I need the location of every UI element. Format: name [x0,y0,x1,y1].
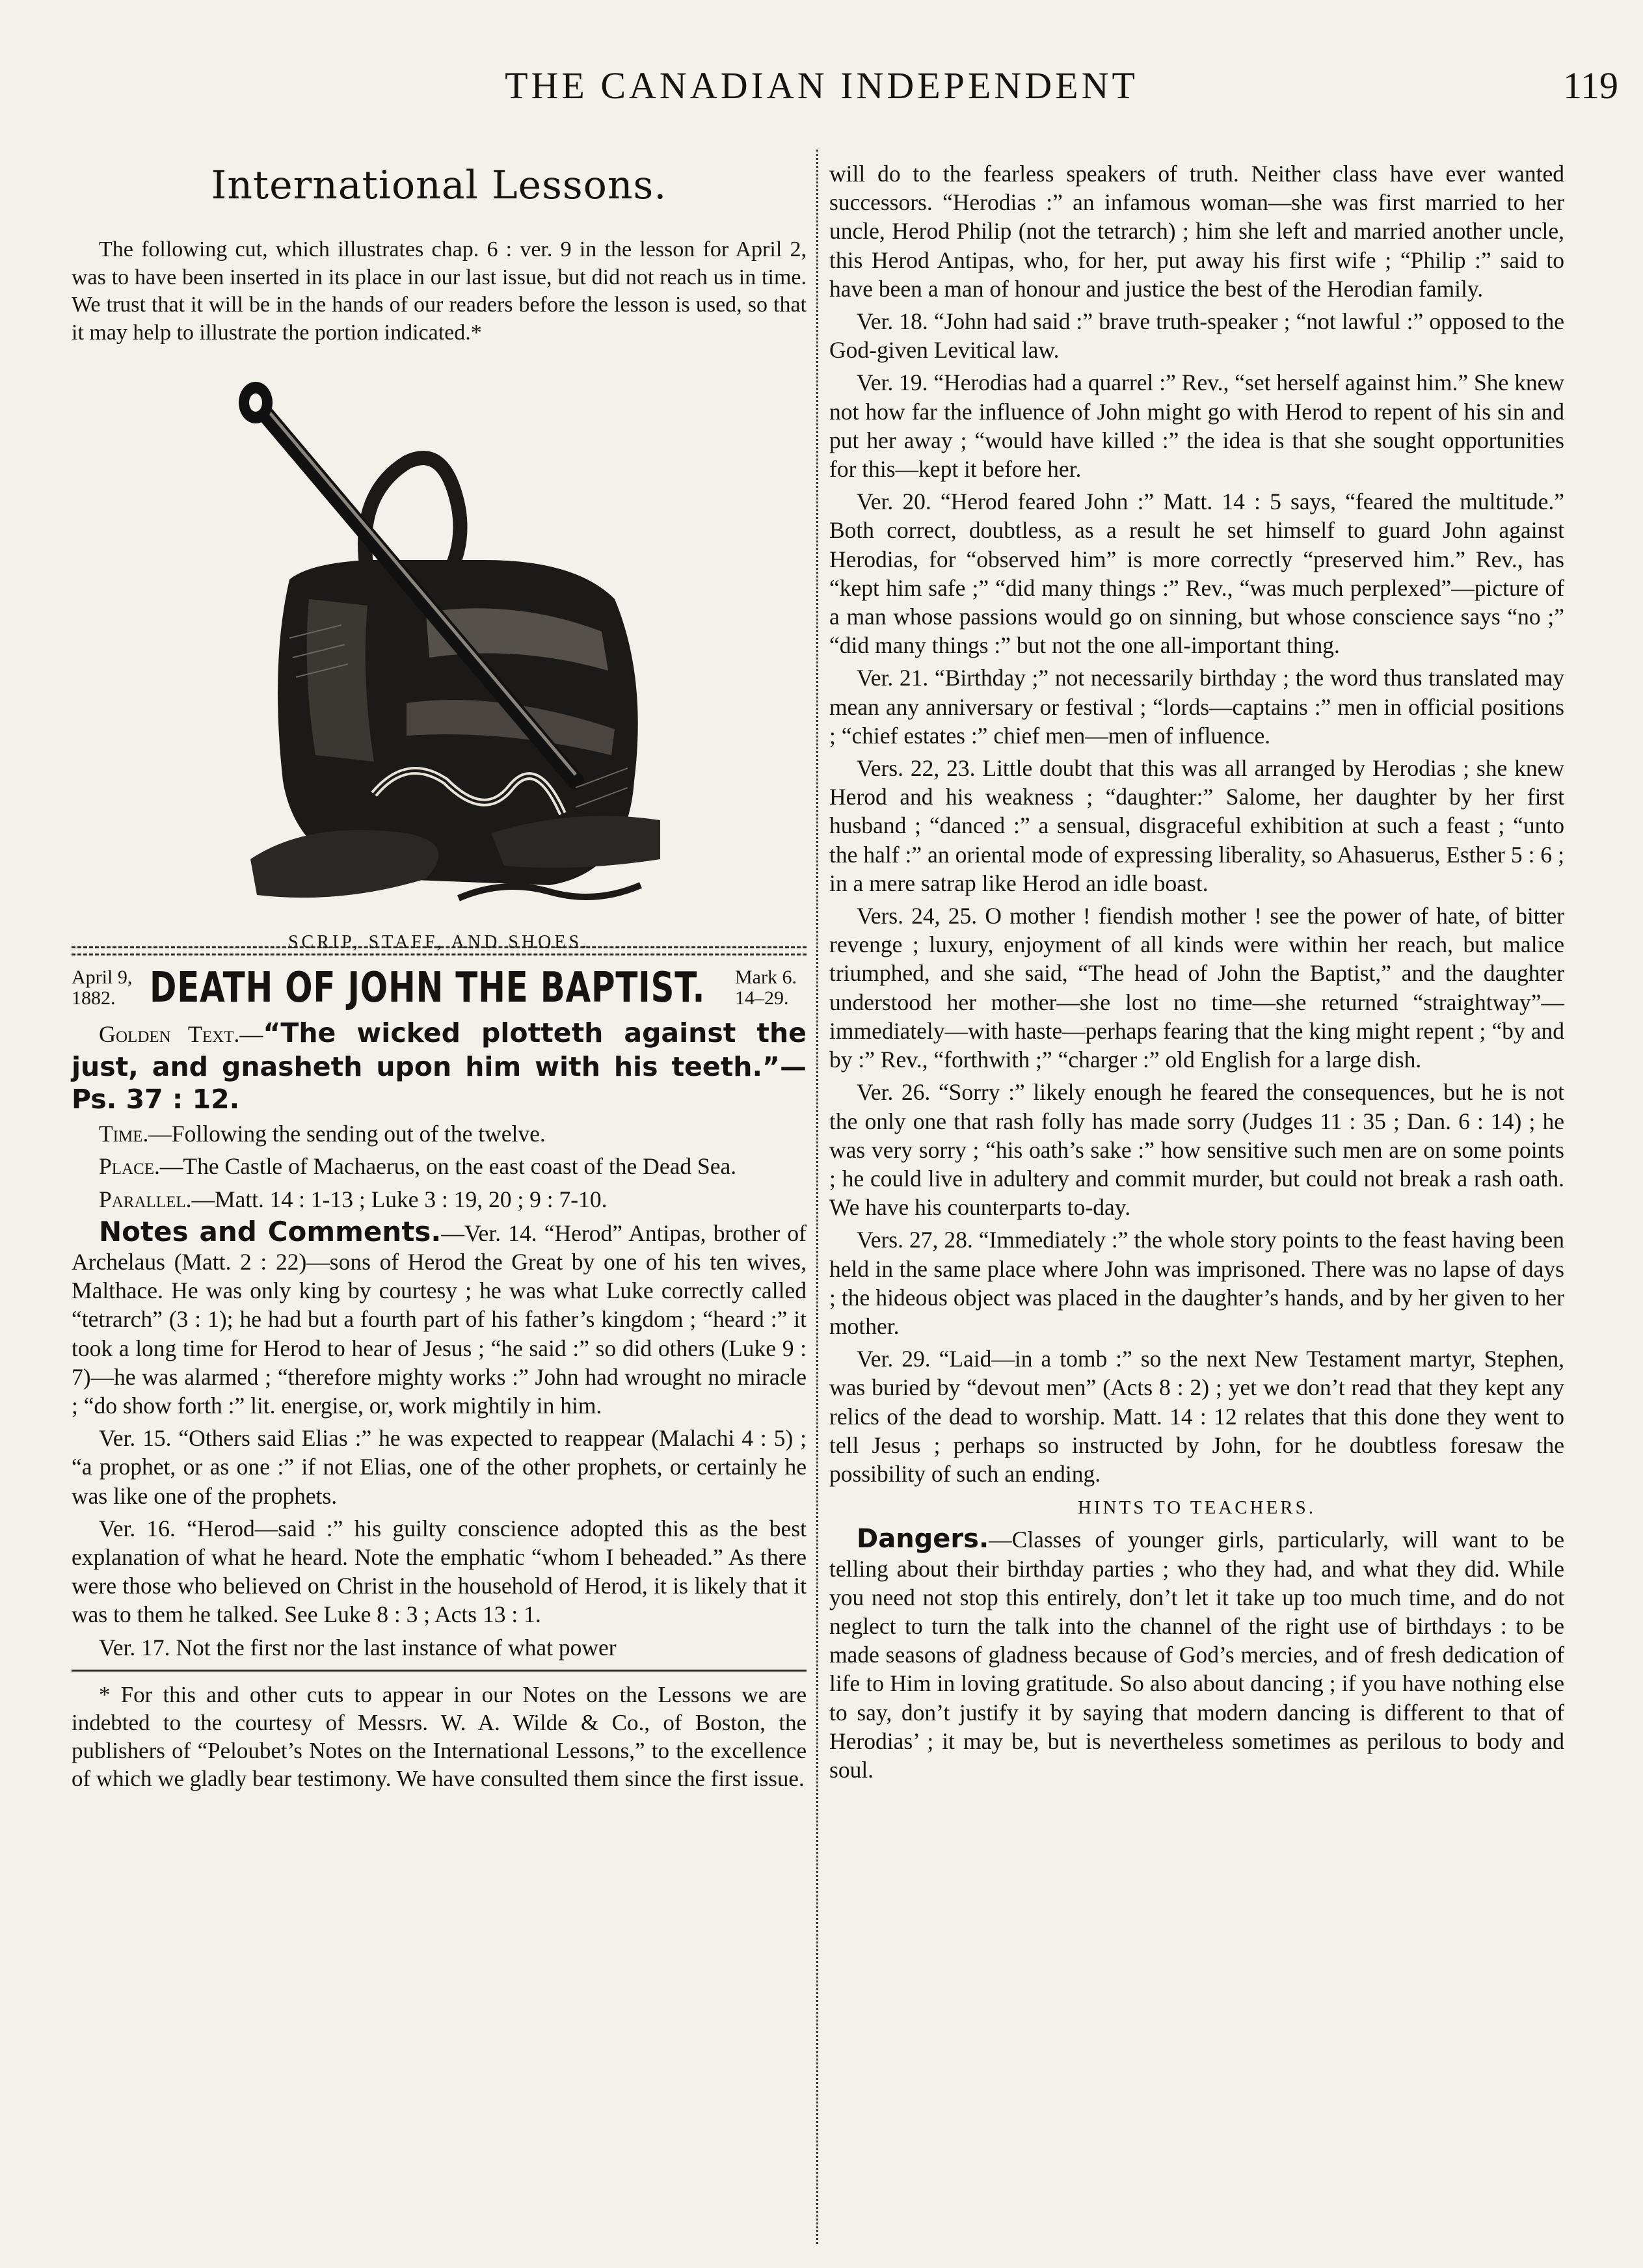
running-head [0,64,1643,122]
footnote-rule [72,1670,807,1672]
engraving-figure [211,365,667,953]
verse-note: Ver. 26. “Sorry :” likely enough he feared the consequences, but he is not the only one that rash folly has made sorry (Judges 11 : 35 ; Dan. 6 : 14) ; he was very sorry ; “his oath’s sake :” how sensitive such men are on some points ; he could live in adultery and commit murder, but could not break a rash oath. We have his counterparts to-day. [829,1079,1564,1221]
place-line [72,1152,807,1181]
golden-text-label: Golden Text.— [99,1021,263,1048]
verse-note: Vers. 24, 25. O mother ! fiendish mother ! see the power of hate, of bitter revenge ; luxury, enjoyment of all kinds were within her reach, but malice triumphed, and she said, “The head of John the Baptist,” and the daughter understood her mother—she lost no time—she returned “straightway”—immediately—with haste—perhaps fearing that the king might repent ; “by and by :” Rev., “forthwith ;” “charger :” old English for a large dish. [829,903,1564,1073]
verse-note: Ver. 21. “Birthday ;” not necessarily birthday ; the word thus translated may mean any anniversary or festival ; “lords—captains :” men in official positions ; “chief estates :” chief men—men of influence. [829,665,1564,749]
lesson-reference-line: Mark 6. [735,967,797,989]
right-column [829,159,1564,1788]
dangers-label: Dangers. [857,1524,989,1554]
golden-text [72,1017,807,1115]
verse-note: Ver. 18. “John had said :” brave truth-speaker ; “not lawful :” opposed to the God-given Levitical law. [829,308,1564,364]
lesson-heading [72,964,807,1013]
verse-note: will do to the fearless speakers of truth. Neither class have ever wanted successors. “Herodias :” an infamous woman—she was first married to her uncle, Herod Philip (not the tetrarch) ; him she left and married another uncle, this Herod Antipas, who, for her, put away his first wife ; “Philip :” said to have been a man of honour and justice the best of the Herodian family. [829,161,1564,302]
scrip-staff-shoes-illustration [211,365,667,924]
place-label: Place. [99,1153,160,1180]
footnote: * For this and other cuts to appear in our Notes on the Lessons we are indebted to the courtesy of Messrs. W. A. Wilde & Co., of Boston, the publishers of “Peloubet’s Notes on the International Lessons,” to the excellence of which we gladly bear testimony. We have consulted them since the first issue. [72,1681,807,1791]
lesson-date [72,967,150,1009]
verse-note: Ver. 16. “Herod—said :” his guilty conscience adopted this as the best explanation of what he heard. Note the emphatic “whom I beheaded.” As there were those who believed on Christ in the household of Herod, it is likely that it was to them he talked. See Luke 8 : 3 ; Acts 13 : 1. [72,1515,807,1628]
parallel-line [72,1185,807,1214]
verse-note: Ver. 29. “Laid—in a tomb :” so the next New Testament martyr, Stephen, was buried by “devout men” (Acts 8 : 2) ; yet we don’t read that they kept any relics of the dead to worship. Matt. 14 : 12 relates that this done they went to tell Jesus ; perhaps so instructed by John, for he doubtless foresaw the possibility of such an ending. [829,1346,1564,1487]
lesson-reference-line: 14–29. [735,987,789,1009]
verse-note: Ver. 15. “Others said Elias :” he was expected to reappear (Malachi 4 : 5) ; “a prophet, or as one :” if not Elias, one of the other prophets, or certainly he was like one of the prophets. [72,1425,807,1509]
figure-caption: SCRIP, STAFF, AND SHOES. [287,932,591,953]
lesson-date-line: 1882. [72,987,116,1009]
section-title: International Lessons. [211,163,667,208]
parallel-label: Parallel. [99,1186,192,1212]
parallel-text: —Matt. 14 : 1-13 ; Luke 3 : 19, 20 ; 9 : 7-10. [191,1186,608,1212]
left-column [72,159,807,1796]
dangers-text: —Classes of younger girls, particularly, will want to be telling about their birthday parties ; who they had, and what they did. While you need not stop this entirely, don’t let it take up too much time, and do not neglect to turn the talk into the channel of the right use of birthdays : to be made seasons of gladness because of God’s mercies, and of fresh dedication of life to Him in loving gratitude. So also about dancing ; if you have nothing else to say, don’t justify it by saying that modern dancing is different to that of Herodias’ ; it may be, but is nevertheless sometimes as perilous to body and soul. [829,1527,1564,1783]
notes-text: —Ver. 14. “Herod” Antipas, brother of Archelaus (Matt. 2 : 22)—sons of Herod the Great by one of his ten wives, Malthace. He was only king by courtesy ; he was what Luke correctly called “tetrarch” (3 : 1); he had but a fourth part of his father’s kingdom ; “heard :” it took a long time for Herod to hear of Jesus ; “he said :” so did others (Luke 9 : 7)—he was alarmed ; “therefore mighty works :” John had wrought no miracle ; “do show forth :” lit. energise, or, work mightily in him. [72,1220,807,1419]
page-number: 119 [1563,64,1618,107]
intro-paragraph: The following cut, which illustrates chap. 6 : ver. 9 in the lesson for April 2, was to have been inserted in its place in our last issue, but did not reach us in time. We trust that it will be in the hands of our readers before the lesson is used, so that it may help to illustrate the portion indicated.* [72,237,807,345]
verse-note: Ver. 20. “Herod feared John :” Matt. 14 : 5 says, “feared the multitude.” Both correct, doubtless, as a result he set himself to guard John against Herodias, for “observed him” is more correctly “preserved him.” Rev., has “kept him safe ;” “did many things :” Rev., “was much perplexed”—picture of a man whose passions would go on sinning, but whose conscience says “no ;” “did many things :” but not the one all-important thing. [829,488,1564,659]
time-label: Time. [99,1121,149,1147]
place-text: —The Castle of Machaerus, on the east coast of the Dead Sea. [159,1153,737,1180]
lesson-title: DEATH OF JOHN THE BAPTIST. [150,964,706,1013]
verse-note: Ver. 17. Not the first nor the last instance of what power [99,1634,617,1661]
journal-title: THE CANADIAN INDEPENDENT [505,64,1138,107]
time-text: —Following the sending out of the twelve. [148,1121,546,1147]
notes-paragraph [72,1215,807,1420]
hints-heading: HINTS TO TEACHERS. [1077,1497,1316,1519]
lesson-date-line: April 9, [72,967,133,989]
column-rule [816,150,818,2244]
golden-text-body: “The wicked plotteth against the just, and gnasheth upon him with his teeth.”—Ps. 37 : 12. [72,1017,807,1115]
time-line [72,1119,807,1148]
notes-heading: Notes and Comments. [99,1215,442,1247]
dangers-paragraph [829,1525,1564,1784]
lesson-reference [735,967,807,1009]
verse-note: Ver. 19. “Herodias had a quarrel :” Rev., “set herself against him.” She knew not how far the influence of John might go with Herod to repent of his sin and put her away ; “would have killed :” the idea is that she sought opportunities for this—kept it before her. [829,369,1564,483]
verse-note: Vers. 22, 23. Little doubt that this was all arranged by Herodias ; she knew Herod and his weakness ; “daughter:” Salome, her daughter by her first husband ; “danced :” a sensual, disgraceful exhibition at such a feast ; “unto the half :” an oriental mode of expressing liberality, so Ahasuerus, Esther 5 : 6 ; in a mere satrap like Herod an idle boast. [829,755,1564,896]
verse-note: Vers. 27, 28. “Immediately :” the whole story points to the feast having been held in the same place where John was imprisoned. There was no lapse of days ; the hideous object was placed in the daughter’s hands, and by her given to her mother. [829,1227,1564,1339]
